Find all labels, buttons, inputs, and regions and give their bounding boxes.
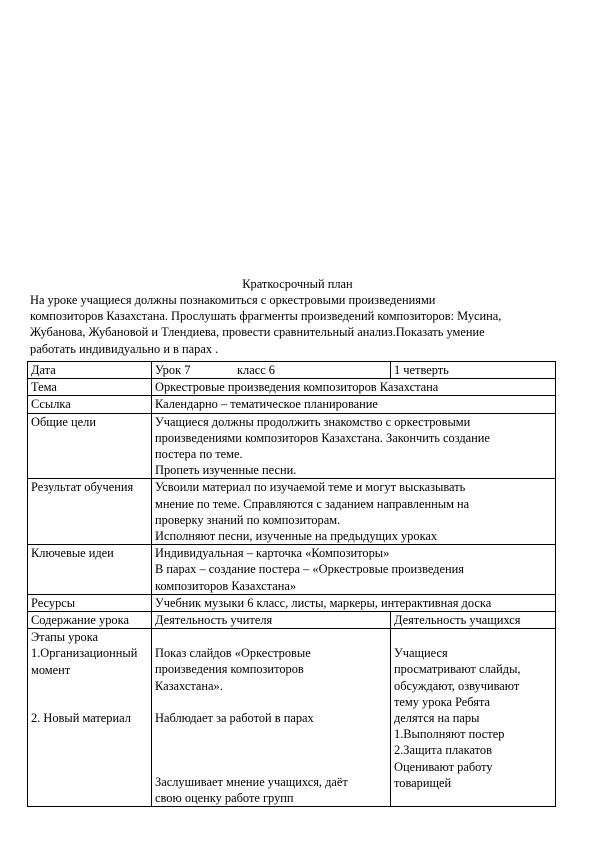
goals-line: постера по теме. <box>155 447 243 462</box>
resources-value: Учебник музыки 6 класс, листы, маркеры, интерактивная доска <box>152 594 556 611</box>
teacher-activity-line: Наблюдает за работой в парах <box>155 710 314 725</box>
topic-label: Тема <box>28 379 152 396</box>
topic-value: Оркестровые произведения композиторов Казахстана <box>152 379 556 396</box>
intro-line: На уроке учащиеся должны познакомиться с оркестровыми произведениями <box>30 293 436 307</box>
link-value: Календарно – тематическое планирование <box>152 396 556 413</box>
student-activity-line: делятся на пары <box>394 711 480 726</box>
link-label: Ссылка <box>28 396 152 413</box>
result-label: Результат обучения <box>28 479 152 545</box>
result-line: Усвоили материал по изучаемой теме и могут высказывать <box>155 480 466 495</box>
student-activity-line: 1.Выполняют постер <box>394 727 505 742</box>
student-activity-cell <box>391 629 556 807</box>
teacher-activity-header: Деятельность учителя <box>152 612 391 629</box>
lesson-number: Урок 7 <box>155 363 191 377</box>
stages-heading: Этапы урока <box>31 630 99 645</box>
teacher-activity-line: Заслушивает мнение учащихся, даёт <box>155 775 348 790</box>
student-activity-header: Деятельность учащихся <box>391 612 556 629</box>
intro-line: Жубанова, Жубановой и Тлендиева, провести сравнительный анализ.Показать умение <box>30 325 485 340</box>
table-row <box>28 594 556 611</box>
stage-2-label: 2. Новый материал <box>31 710 131 725</box>
table-row <box>28 545 556 595</box>
lesson-plan-table <box>27 361 556 807</box>
goals-line: Учащиеся должны продолжить знакомство с оркестровыми <box>155 414 471 429</box>
result-value <box>152 479 556 545</box>
ideas-line: композиторов Казахстана» <box>155 578 297 593</box>
intro-line: работать индивидуально и в парах . <box>30 341 219 356</box>
teacher-activity-line: свою оценку работе групп <box>155 791 294 806</box>
date-label: Дата <box>28 362 152 379</box>
intro-line: композиторов Казахстана. Прослушать фрагменты произведений композиторов: Мусина, <box>30 309 502 324</box>
content-header: Содержание урока <box>28 612 152 629</box>
goals-label: Общие цели <box>28 413 152 479</box>
teacher-activity-line: Показ слайдов «Оркестровые <box>155 646 311 661</box>
document-title: Краткосрочный план <box>242 277 353 291</box>
stages-row <box>28 629 556 807</box>
grade-value: класс 6 <box>237 363 275 377</box>
result-line: мнение по теме. Справляются с заданием направленным на <box>155 496 470 511</box>
teacher-activity-cell <box>152 629 391 807</box>
ideas-value <box>152 545 556 595</box>
ideas-label: Ключевые идеи <box>28 545 152 595</box>
student-activity-line: Оценивают работу <box>394 759 493 774</box>
table-row <box>28 479 556 545</box>
stage-1-label: момент <box>31 662 71 677</box>
student-activity-line: 2.Защита плакатов <box>394 743 492 758</box>
goals-line: произведениями композиторов Казахстана. Закончить создание <box>155 430 490 445</box>
result-line: Исполняют песни, изученные на предыдущих уроках <box>155 529 438 544</box>
table-header-row <box>28 612 556 629</box>
teacher-activity-line: произведения композиторов <box>155 662 304 677</box>
table-row <box>28 396 556 413</box>
ideas-line: Индивидуальная – карточка «Композиторы» <box>155 546 390 561</box>
student-activity-line: обсуждают, озвучивают <box>394 678 520 693</box>
teacher-activity-line: Казахстана». <box>155 678 223 693</box>
stage-1-label: 1.Организационный <box>31 646 138 661</box>
student-activity-line: товарищей <box>394 775 452 790</box>
student-activity-line: Учащиеся <box>394 646 448 661</box>
goals-value <box>152 413 556 479</box>
table-row <box>28 413 556 479</box>
resources-label: Ресурсы <box>28 594 152 611</box>
intro-paragraph <box>30 292 565 357</box>
ideas-line: В парах – создание постера – «Оркестровые произведения <box>155 562 464 577</box>
stages-content-cell <box>28 629 152 807</box>
result-line: проверку знаний по композиторам. <box>155 512 341 527</box>
table-row <box>28 362 556 379</box>
goals-line: Пропеть изученные песни. <box>155 463 297 478</box>
table-row <box>28 379 556 396</box>
student-activity-line: тему урока Ребята <box>394 694 491 709</box>
quarter-value: 1 четверть <box>391 362 556 379</box>
lesson-cell <box>152 362 391 379</box>
student-activity-line: просматривают слайды, <box>394 662 521 677</box>
